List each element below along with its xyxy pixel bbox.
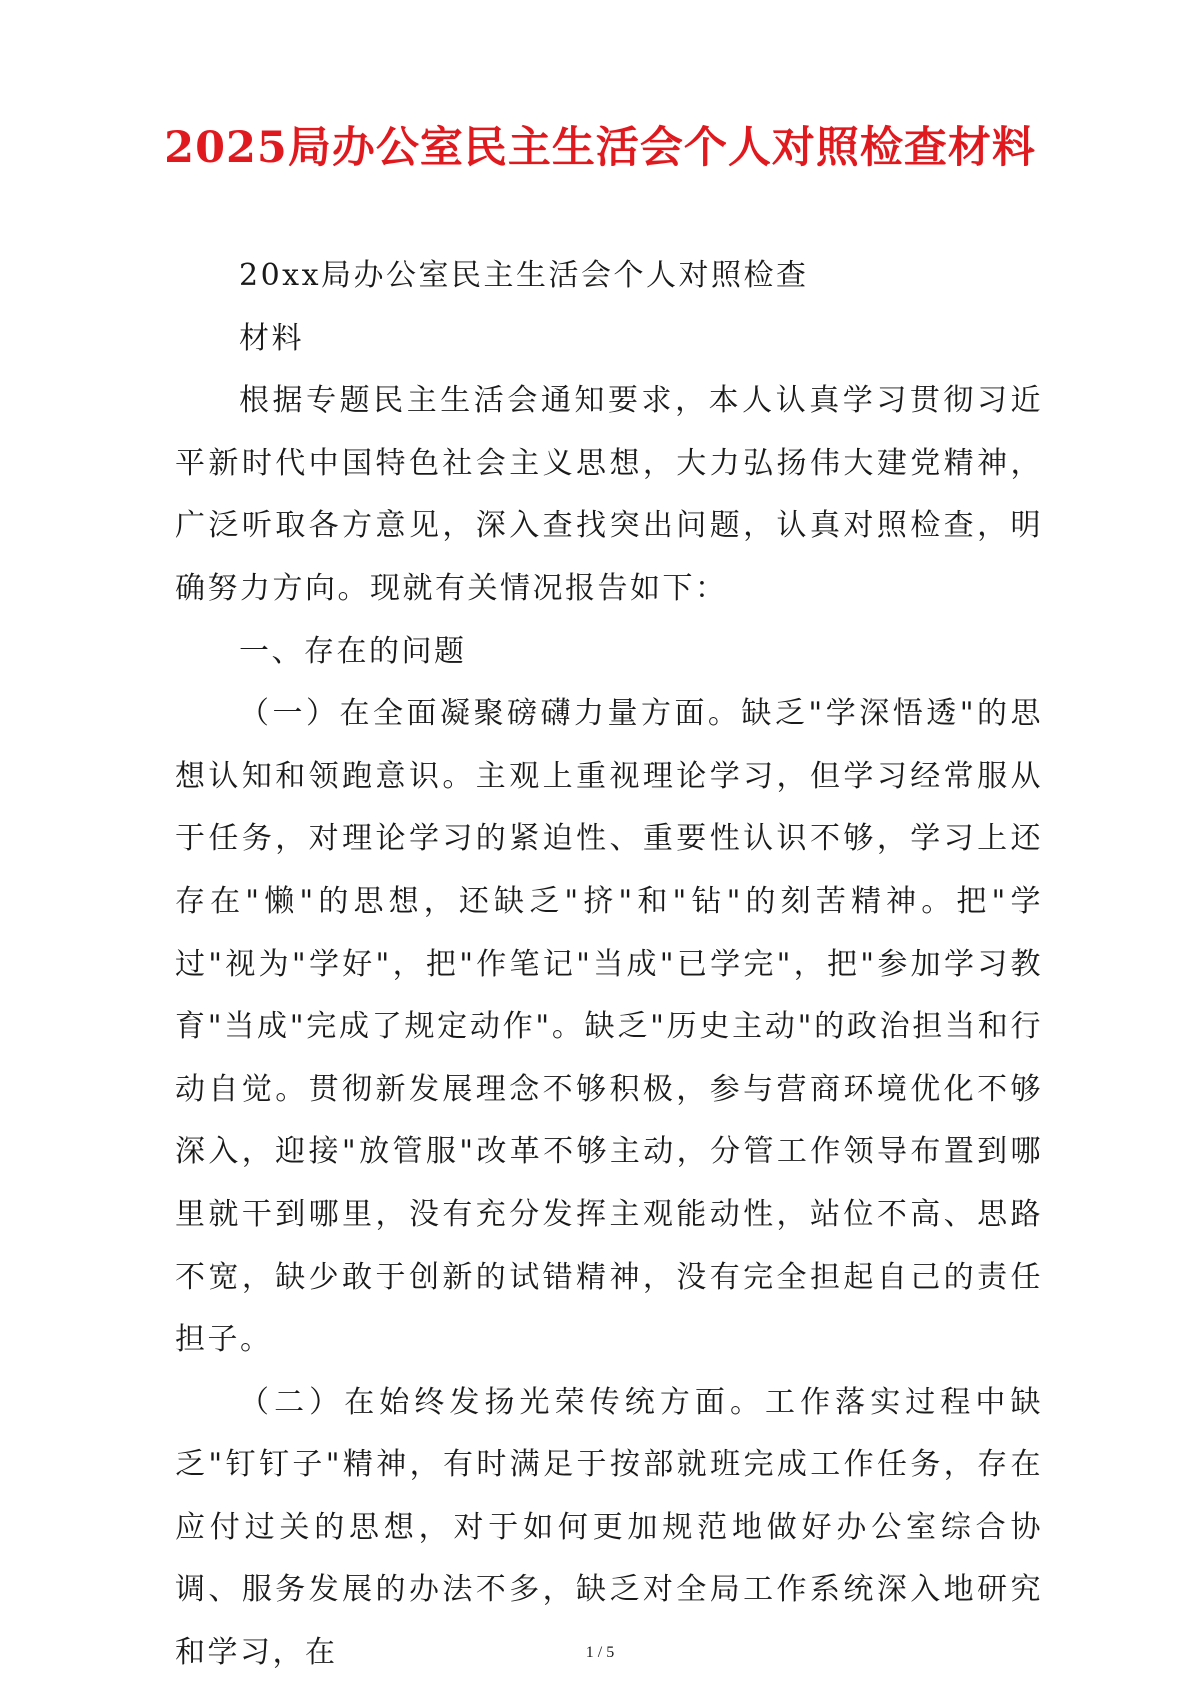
body-paragraph: （二）在始终发扬光荣传统方面。工作落实过程中缺乏"钉钉子"精神，有时满足于按部就班完成工作任务，存在应付过关的思想，对于如何更加规范地做好办公室综合协调、服务发展的办法不多，缺乏对全局工作系统深入地研究和学习，在 [175,1384,1043,1671]
section-heading: 一、存在的问题 [239,633,467,669]
document-title: 2025局办公室民主生活会个人对照检查材料 [164,123,1036,173]
body-paragraph: （一）在全面凝聚磅礴力量方面。缺乏"学深悟透"的思想认知和领跑意识。主观上重视理论学习，但学习经常服从于任务，对理论学习的紧迫性、重要性认识不够，学习上还存在"懒"的思想，还缺乏"挤"和"钻"的刻苦精神。把"学过"视为"学好"，把"作笔记"当成"已学完"，把"参加学习教育"当成"完成了规定动作"。缺乏"历史主动"的政治担当和行动自觉。贯彻新发展理念不够积极，参与营商环境优化不够深入，迎接"放管服"改革不够主动，分管工作领导布置到哪里就干到哪里，没有充分发挥主观能动性，站位不高、思路不宽，缺少敢于创新的试错精神，没有完全担起自己的责任担子。 [175,696,1043,1358]
intro-paragraph: 根据专题民主生活会通知要求，本人认真学习贯彻习近平新时代中国特色社会主义思想，大力弘扬伟大建党精神，广泛听取各方意见，深入查找突出问题，认真对照检查，明确努力方向。现就有关情况报告如下： [175,383,1043,606]
page-number: 1 / 5 [585,1644,615,1661]
subtitle-line: 20xx局办公室民主生活会个人对照检查 [239,258,809,293]
subtitle-line: 材料 [239,320,304,356]
document-body [175,245,1043,1685]
